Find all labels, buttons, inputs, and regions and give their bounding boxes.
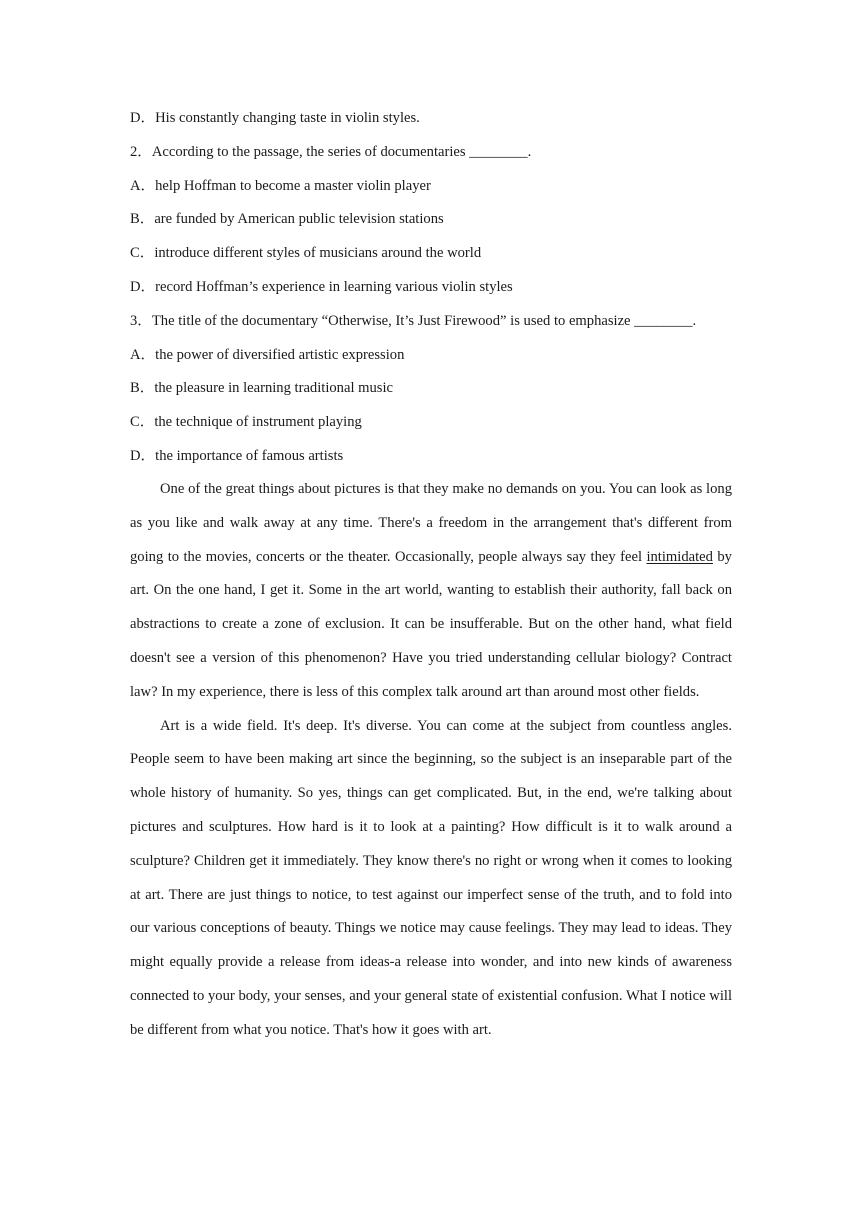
q2-option-b: B．are funded by American public television stations [130,211,444,228]
passage-paragraph-1 [130,473,732,710]
p1-text-before: One of the great things about pictures is that they make no demands on you. You can look as long as you like and walk away at any time. There's a freedom in the arrangement that's different from going to the movies, concerts or the theater. Occasionally, people always say they feel [130,480,732,565]
document-page [130,108,732,1048]
p1-text-after: by art. On the one hand, I get it. Some in the art world, wanting to establish their authority, fall back on abstractions to create a zone of exclusion. It can be insufferable. But on the other hand, what field doesn't see a version of this phenomenon? Have you tried understanding cellular biology? Contract law? In my experience, there is less of this complex talk around art than around most other fields. [130,548,732,700]
q2-stem: 2．According to the passage, the series of documentaries ________. [130,143,532,160]
q2-option-d: D．record Hoffman’s experience in learning various violin styles [130,278,513,295]
underlined-word: intimidated [646,548,713,565]
q2-option-c: C．introduce different styles of musicians around the world [130,245,482,262]
q2-option-a: A．help Hoffman to become a master violin player [130,177,431,194]
q3-option-a: A．the power of diversified artistic expression [130,346,405,363]
q1-option-d: D．His constantly changing taste in violin styles. [130,110,420,126]
q3-option-d: D．the importance of famous artists [130,447,344,464]
q3-option-c: C．the technique of instrument playing [130,414,362,431]
q3-stem: 3．The title of the documentary “Otherwise, It’s Just Firewood” is used to emphasize ________. [130,312,697,329]
passage-paragraph-2: Art is a wide field. It's deep. It's diverse. You can come at the subject from countless angles. People seem to have been making art since the beginning, so the subject is an inseparable part of the whole history of humanity. So yes, things can get complicated. But, in the end, we're talking about pictures and sculptures. How hard is it to look at a painting? How difficult is it to walk around a sculpture? Children get it immediately. They know there's no right or wrong when it comes to looking at art. There are just things to notice, to test against our imperfect sense of the truth, and to fold into our various conceptions of beauty. Things we notice may cause feelings. They may lead to ideas. They might equally provide a release from ideas-a release into wonder, and into new kinds of awareness connected to your body, your senses, and your general state of existential confusion. What I notice will be different from what you notice. That's how it goes with art. [130,717,732,1038]
q3-option-b: B．the pleasure in learning traditional music [130,380,394,397]
